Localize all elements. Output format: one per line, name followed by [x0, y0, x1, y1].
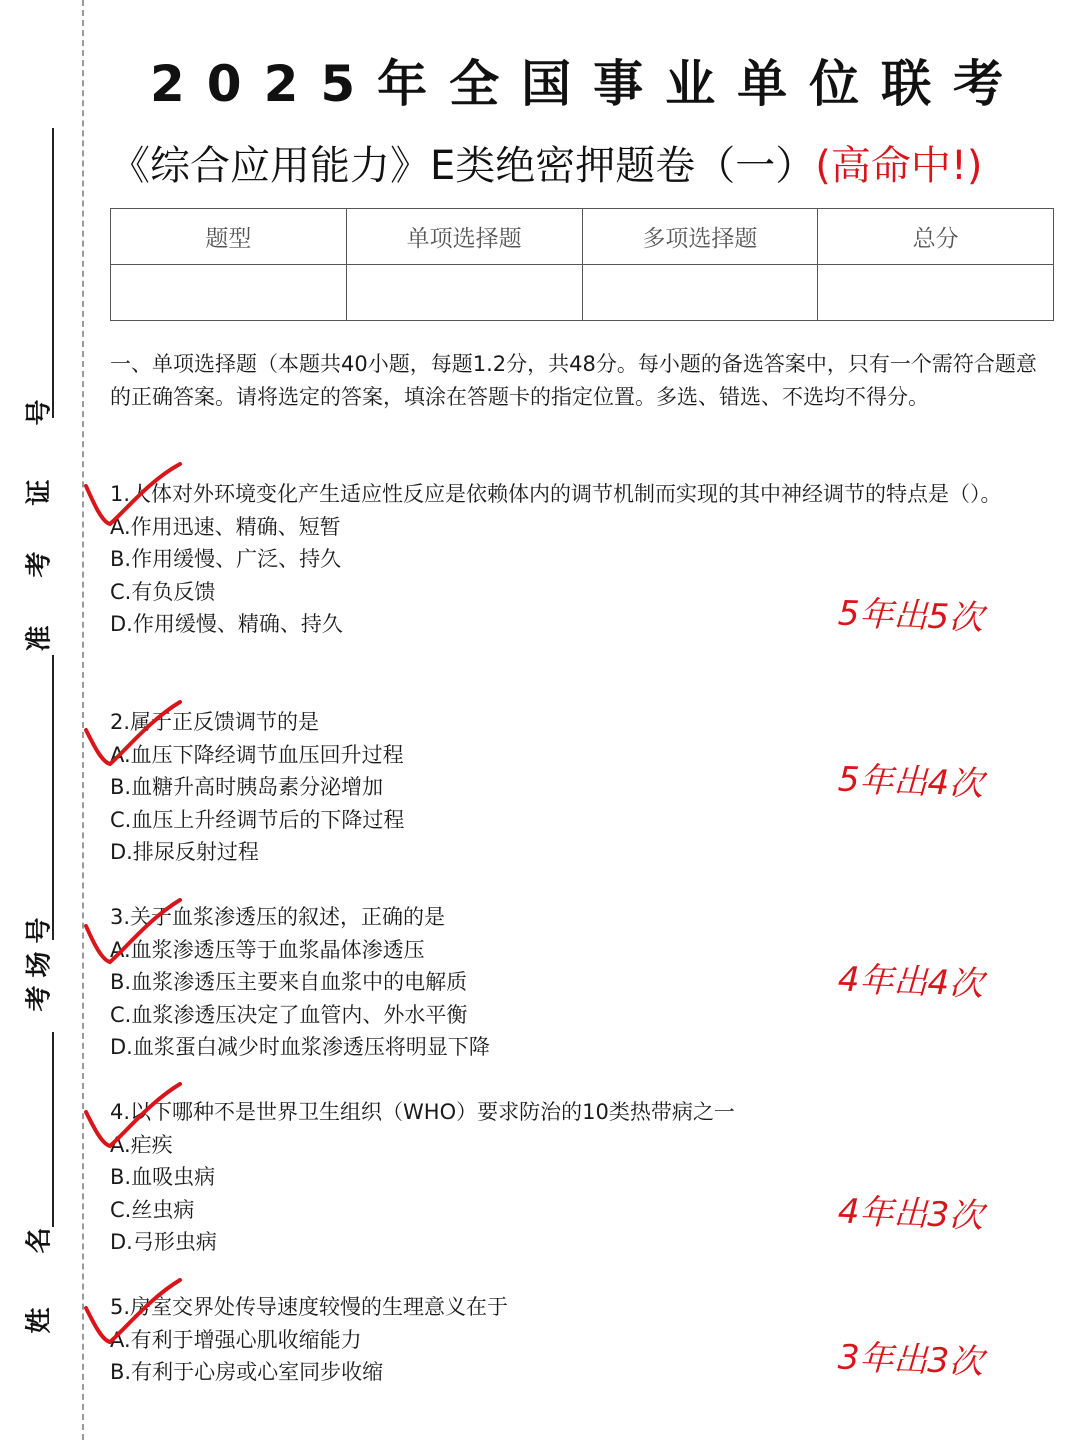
- page-subtitle: [110, 134, 983, 191]
- margin-char: 姓: [24, 1307, 55, 1334]
- option-a: A.疟疾: [110, 1132, 173, 1157]
- margin-char: 场: [24, 951, 55, 978]
- option-b: B.血糖升高时胰岛素分泌增加: [110, 775, 384, 800]
- subtitle-text: 《综合应用能力》E类绝密押题卷（一）: [110, 143, 816, 189]
- frequency-note: 3年出3次: [837, 1337, 984, 1383]
- option-a: A.作用迅速、精确、短暂: [110, 514, 341, 539]
- option-c: C.有负反馈: [110, 579, 216, 604]
- check-mark-icon: [80, 898, 190, 968]
- option-d: D.弓形虫病: [110, 1230, 217, 1255]
- frequency-note: 4年出3次: [837, 1191, 984, 1237]
- option-c: C.丝虫病: [110, 1197, 195, 1222]
- option-d: D.作用缓慢、精确、持久: [110, 612, 343, 637]
- score-table: [110, 208, 1054, 321]
- score-header-cell: 题型: [111, 209, 347, 265]
- subtitle-highlight: (高命中!): [815, 143, 983, 189]
- option-b: B.作用缓慢、广泛、持久: [110, 547, 342, 572]
- score-header-cell: 总分: [818, 209, 1054, 265]
- option-b: B.血浆渗透压主要来自血浆中的电解质: [110, 970, 468, 995]
- question-stem: 2.属于正反馈调节的是: [110, 710, 320, 734]
- score-value-cell[interactable]: [818, 265, 1054, 321]
- page-title: 2025年全国事业单位联考: [150, 55, 1026, 113]
- check-mark-icon: [80, 460, 190, 530]
- margin-char: 考: [24, 551, 55, 578]
- option-c: C.血压上升经调节后的下降过程: [110, 807, 405, 832]
- score-value-cell[interactable]: [111, 265, 347, 321]
- option-b: B.血吸虫病: [110, 1165, 216, 1190]
- margin-char: 号: [24, 917, 55, 944]
- margin-char: 名: [24, 1227, 55, 1254]
- option-d: D.排尿反射过程: [110, 840, 259, 865]
- margin-char: 号: [24, 399, 55, 426]
- score-value-cell[interactable]: [346, 265, 582, 321]
- margin-char: 证: [24, 479, 55, 506]
- score-header-cell: 单项选择题: [346, 209, 582, 265]
- frequency-note: 5年出5次: [837, 593, 984, 639]
- option-a: A.有利于增强心肌收缩能力: [110, 1327, 362, 1352]
- question-stem: 3.关于血浆渗透压的叙述，正确的是: [110, 905, 446, 929]
- question-stem: 1.人体对外环境变化产生适应性反应是依赖体内的调节机制而实现的其中神经调节的特点是（）。: [110, 482, 1002, 506]
- score-table-value-row: [111, 265, 1054, 321]
- exam-id-line: [52, 128, 54, 418]
- option-c: C.血浆渗透压决定了血管内、外水平衡: [110, 1002, 468, 1027]
- frequency-note: 5年出4次: [837, 759, 984, 805]
- margin-char: 准: [24, 625, 55, 652]
- frequency-note: 4年出4次: [837, 959, 984, 1005]
- room-line: [52, 655, 54, 940]
- section-intro: 一、单项选择题（本题共40小题，每题1.2分，共48分。每小题的备选答案中，只有一个需符合题意的正确答案。请将选定的答案，填涂在答题卡的指定位置。多选、错选、不选均不得分。: [110, 352, 1037, 409]
- option-d: D.血浆蛋白减少时血浆渗透压将明显下降: [110, 1035, 490, 1060]
- binding-margin: [0, 0, 84, 1440]
- name-line: [52, 1032, 54, 1227]
- question-stem: 5.房室交界处传导速度较慢的生理意义在于: [110, 1295, 509, 1319]
- option-a: A.血压下降经调节血压回升过程: [110, 742, 404, 767]
- score-value-cell[interactable]: [582, 265, 818, 321]
- question-stem: 4.以下哪种不是世界卫生组织（WHO）要求防治的10类热带病之一: [110, 1100, 735, 1124]
- check-mark-icon: [80, 1278, 190, 1348]
- check-mark-icon: [80, 1082, 190, 1152]
- option-b: B.有利于心房或心室同步收缩: [110, 1360, 384, 1385]
- score-table-header-row: [111, 209, 1054, 265]
- check-mark-icon: [80, 700, 190, 770]
- option-a: A.血浆渗透压等于血浆晶体渗透压: [110, 937, 425, 962]
- score-header-cell: 多项选择题: [582, 209, 818, 265]
- margin-char: 考: [24, 985, 55, 1012]
